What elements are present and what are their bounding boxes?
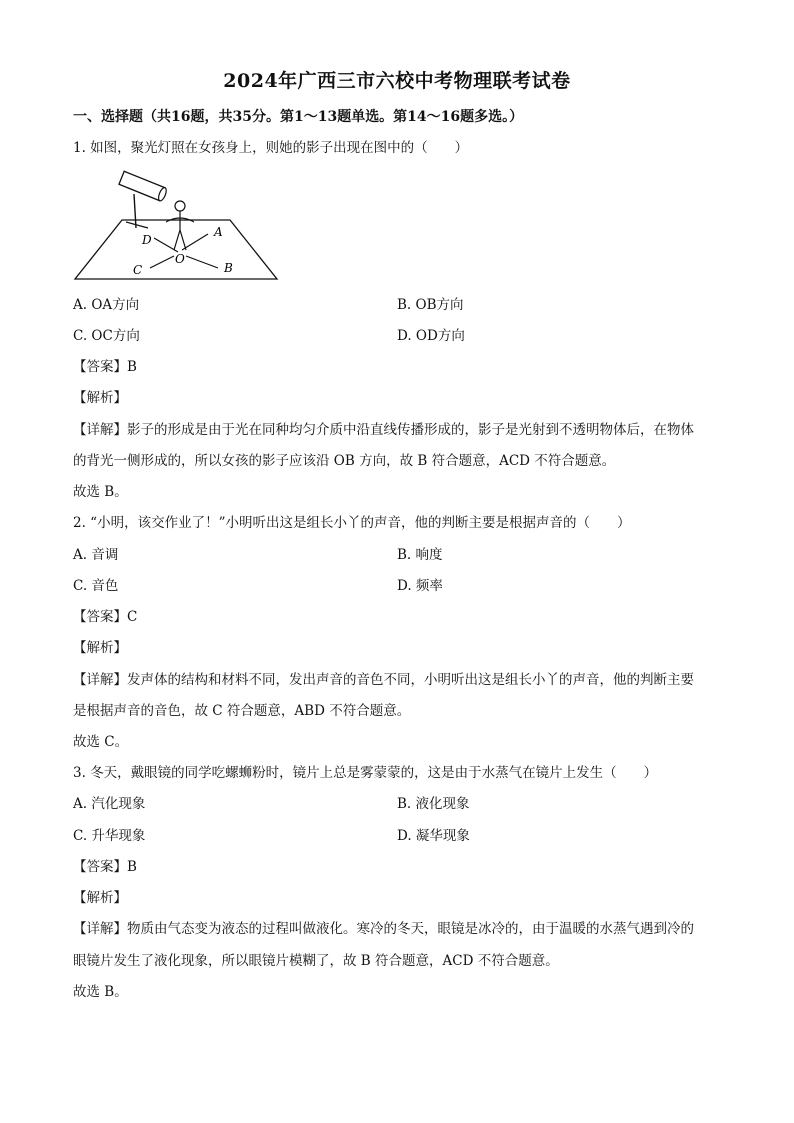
q2-detail-line1: 【详解】发声体的结构和材料不同，发出声音的音色不同，小明听出这是组长小丫的声音，他的判断主要 <box>73 672 694 688</box>
girl-leg-left <box>174 230 180 250</box>
q1-analysis: 【解析】 <box>73 390 127 406</box>
q2-detail-line2: 是根据声音的音色，故 C 符合题意，ABD 不符合题意。 <box>73 703 411 719</box>
stand-foot <box>126 222 148 228</box>
girl-head <box>175 201 185 211</box>
q3-detail-line1: 【详解】物质由气态变为液态的过程叫做液化。寒冷的冬天，眼镜是冰冷的，由于温暖的水蒸气遇到冷的 <box>73 921 694 937</box>
q3-detail-line2: 眼镜片发生了液化现象，所以眼镜片模糊了，故 B 符合题意，ACD 不符合题意。 <box>73 953 559 969</box>
q3-analysis: 【解析】 <box>73 890 127 906</box>
q3-option-b: B. 液化现象 <box>397 796 470 812</box>
q1-option-c: C. OC方向 <box>73 328 140 344</box>
label-D: D <box>142 233 152 247</box>
q3-option-a: A. 汽化现象 <box>73 796 146 812</box>
spotlight <box>119 171 168 202</box>
q1-option-a: A. OA方向 <box>73 297 140 313</box>
label-C: C <box>133 263 143 277</box>
q1-stem: 1. 如图，聚光灯照在女孩身上，则她的影子出现在图中的（ ） <box>73 140 469 156</box>
q2-option-d: D. 频率 <box>397 578 443 594</box>
q1-conclusion: 故选 B。 <box>73 484 128 500</box>
q1-option-b: B. OB方向 <box>397 297 464 313</box>
q1-answer: 【答案】B <box>73 359 137 375</box>
q3-answer: 【答案】B <box>73 859 137 875</box>
q2-answer: 【答案】C <box>73 609 138 625</box>
spotlight-diagram <box>70 168 280 284</box>
q1-detail-line1: 【详解】影子的形成是由于光在同种均匀介质中沿直线传播形成的，影子是光射到不透明物体后，在物体 <box>73 422 694 438</box>
spotlight-stand <box>134 194 136 228</box>
q3-option-d: D. 凝华现象 <box>397 828 470 844</box>
label-B: B <box>224 261 233 275</box>
page-title: 2024年广西三市六校中考物理联考试卷 <box>223 70 571 92</box>
label-A: A <box>214 225 223 239</box>
girl-leg-right <box>180 230 186 250</box>
q1-detail-line2: 的背光一侧形成的，所以女孩的影子应该沿 OB 方向，故 B 符合题意，ACD 不符合题意。 <box>73 453 616 469</box>
q2-conclusion: 故选 C。 <box>73 734 129 750</box>
q2-analysis: 【解析】 <box>73 640 127 656</box>
ray-OD <box>154 238 178 252</box>
q2-option-a: A. 音调 <box>73 547 119 563</box>
label-O: O <box>175 252 185 266</box>
q2-option-c: C. 音色 <box>73 578 119 594</box>
ray-OA <box>182 234 208 250</box>
q1-figure <box>70 168 280 284</box>
q2-option-b: B. 响度 <box>397 547 443 563</box>
q1-option-d: D. OD方向 <box>397 328 465 344</box>
section-heading: 一、选择题（共16题，共35分。第1～13题单选。第14～16题多选。） <box>73 109 524 125</box>
ray-OB <box>186 256 218 268</box>
q3-option-c: C. 升华现象 <box>73 828 146 844</box>
q2-stem: 2. “小明，该交作业了！”小明听出这是组长小丫的声音，他的判断主要是根据声音的（ ） <box>73 515 631 531</box>
q3-stem: 3. 冬天，戴眼镜的同学吃螺蛳粉时，镜片上总是雾蒙蒙的，这是由于水蒸气在镜片上发生（ ） <box>73 765 658 781</box>
ray-OC <box>150 256 174 268</box>
floor-plane <box>75 220 277 279</box>
q3-conclusion: 故选 B。 <box>73 984 128 1000</box>
